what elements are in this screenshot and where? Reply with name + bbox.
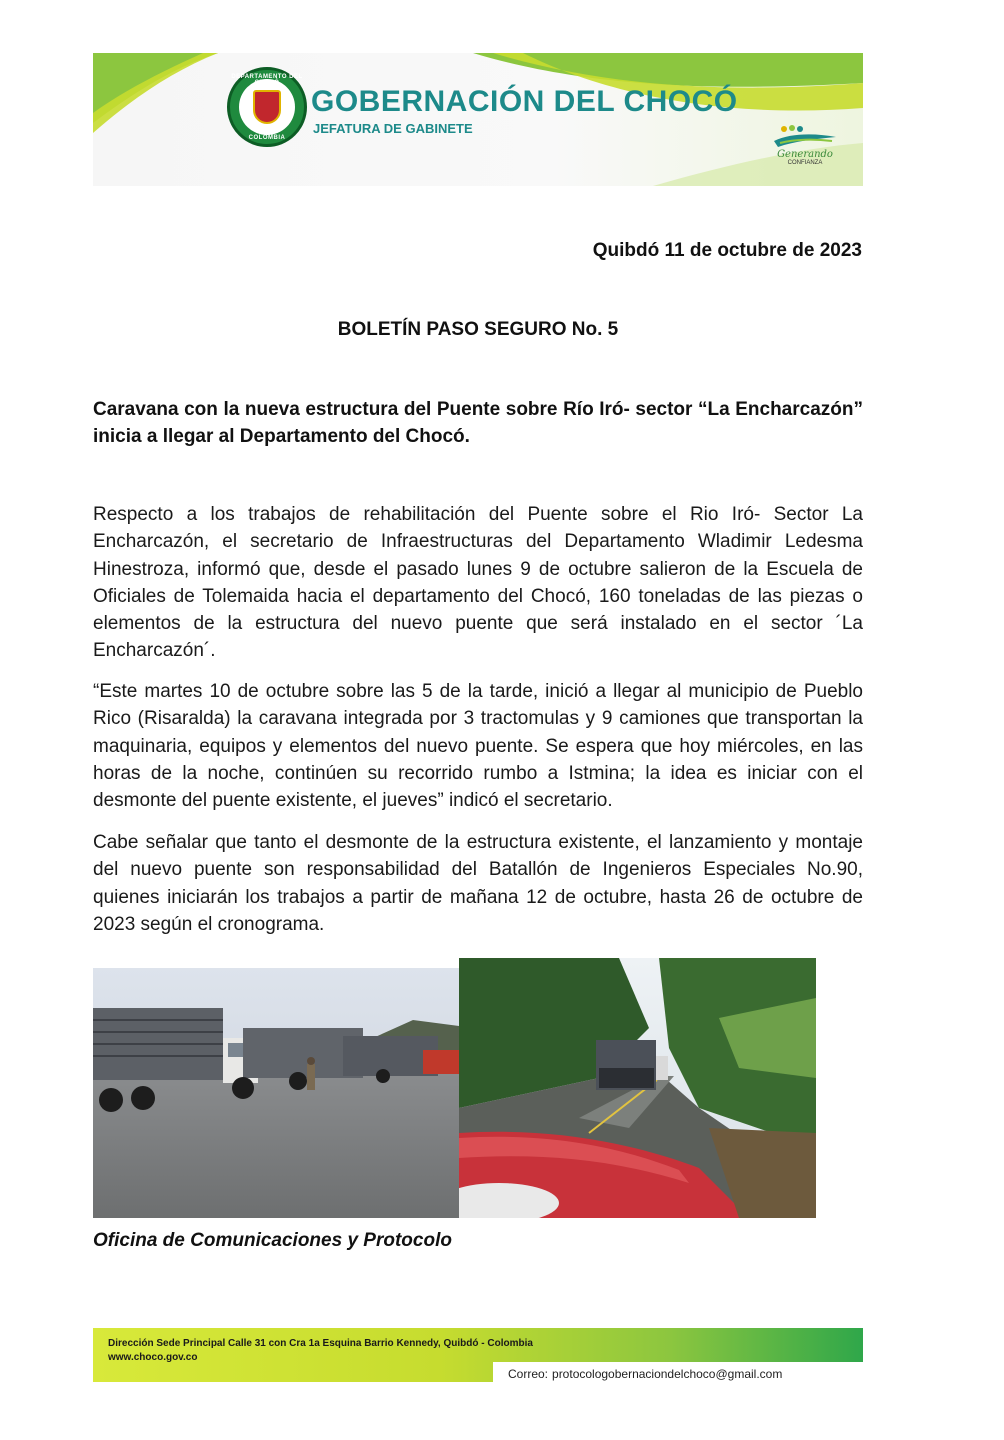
slogan-line-1: Generando: [777, 149, 833, 160]
body-paragraph-1: Respecto a los trabajos de rehabilitación del Puente sobre el Rio Iró- Sector La Encharcazón, el secretario de Infraestructuras del Departamento Wladimir Ledesma Hinestroza, informó que, desde el pasado lunes 9 de octubre salieron de la Escuela de Oficiales de Tolemaida hacia el departamento del Chocó, 160 toneladas de las piezas o elementos de la estructura del nuevo puente que será instalado en el sector ´La Encharcazón´.: [93, 504, 863, 662]
footer-website-link[interactable]: www.choco.gov.co: [108, 1352, 198, 1363]
department-seal-logo: [227, 67, 307, 147]
document-date: Quibdó 11 de octubre de 2023: [592, 240, 862, 261]
header-banner: [93, 53, 863, 186]
header-wave-graphic: [93, 53, 863, 186]
footer-email: [508, 1367, 786, 1381]
office-credit: Oficina de Comunicaciones y Protocolo: [93, 1230, 452, 1251]
bulletin-title: BOLETÍN PASO SEGURO No. 5: [337, 319, 619, 340]
coat-of-arms-icon: [253, 90, 281, 124]
footer-email-address[interactable]: protocologobernaciondelchoco@gmail.com: [552, 1367, 783, 1381]
seal-top-text: DEPARTAMENTO DEL CHOCÓ: [231, 74, 303, 86]
slogan-line-2: CONFIANZA: [787, 160, 823, 166]
body-paragraph-3: Cabe señalar que tanto el desmonte de la estructura existente, el lanzamiento y montaje del nuevo puente son responsabilidad del Batallón de Ingenieros Especiales No.90, quienes iniciarán los trabajos a partir de mañana 12 de octubre, hasta 26 de octubre de 2023 según el cronograma.: [93, 832, 863, 935]
footer-address: Dirección Sede Principal Calle 31 con Cra 1a Esquina Barrio Kennedy, Quibdó - Colombia: [108, 1338, 533, 1349]
seal-inner-disc: [239, 79, 295, 135]
body-paragraph-2: “Este martes 10 de octubre sobre las 5 de la tarde, inició a llegar al municipio de Pueblo Rico (Risaralda) la caravana integrada por 3 tractomulas y 9 camiones que transportan la maquinaria, equipos y elementos del nuevo puente. Se espera que hoy miércoles, en las horas de la noche, continúen su recorrido rumbo a Istmina; la idea es iniciar con el desmonte del puente existente, el jueves” indicó el secretario.: [93, 681, 863, 812]
news-headline: Caravana con la nueva estructura del Puente sobre Río Iró- sector “La Encharcazón” inicia a llegar al Departamento del Chocó.: [93, 399, 863, 447]
convoy-trucks-photo: [93, 968, 459, 1218]
seal-bottom-text: COLOMBIA: [248, 135, 286, 141]
generando-confianza-icon: [770, 123, 840, 149]
government-title: GOBERNACIÓN DEL CHOCÓ: [311, 85, 738, 118]
government-subtitle: JEFATURA DE GABINETE: [313, 121, 473, 136]
generando-confianza-logo: [765, 123, 845, 179]
footer-banner: [93, 1328, 863, 1382]
road-convoy-photo: [459, 958, 816, 1218]
footer-email-label: Correo:: [508, 1367, 549, 1381]
